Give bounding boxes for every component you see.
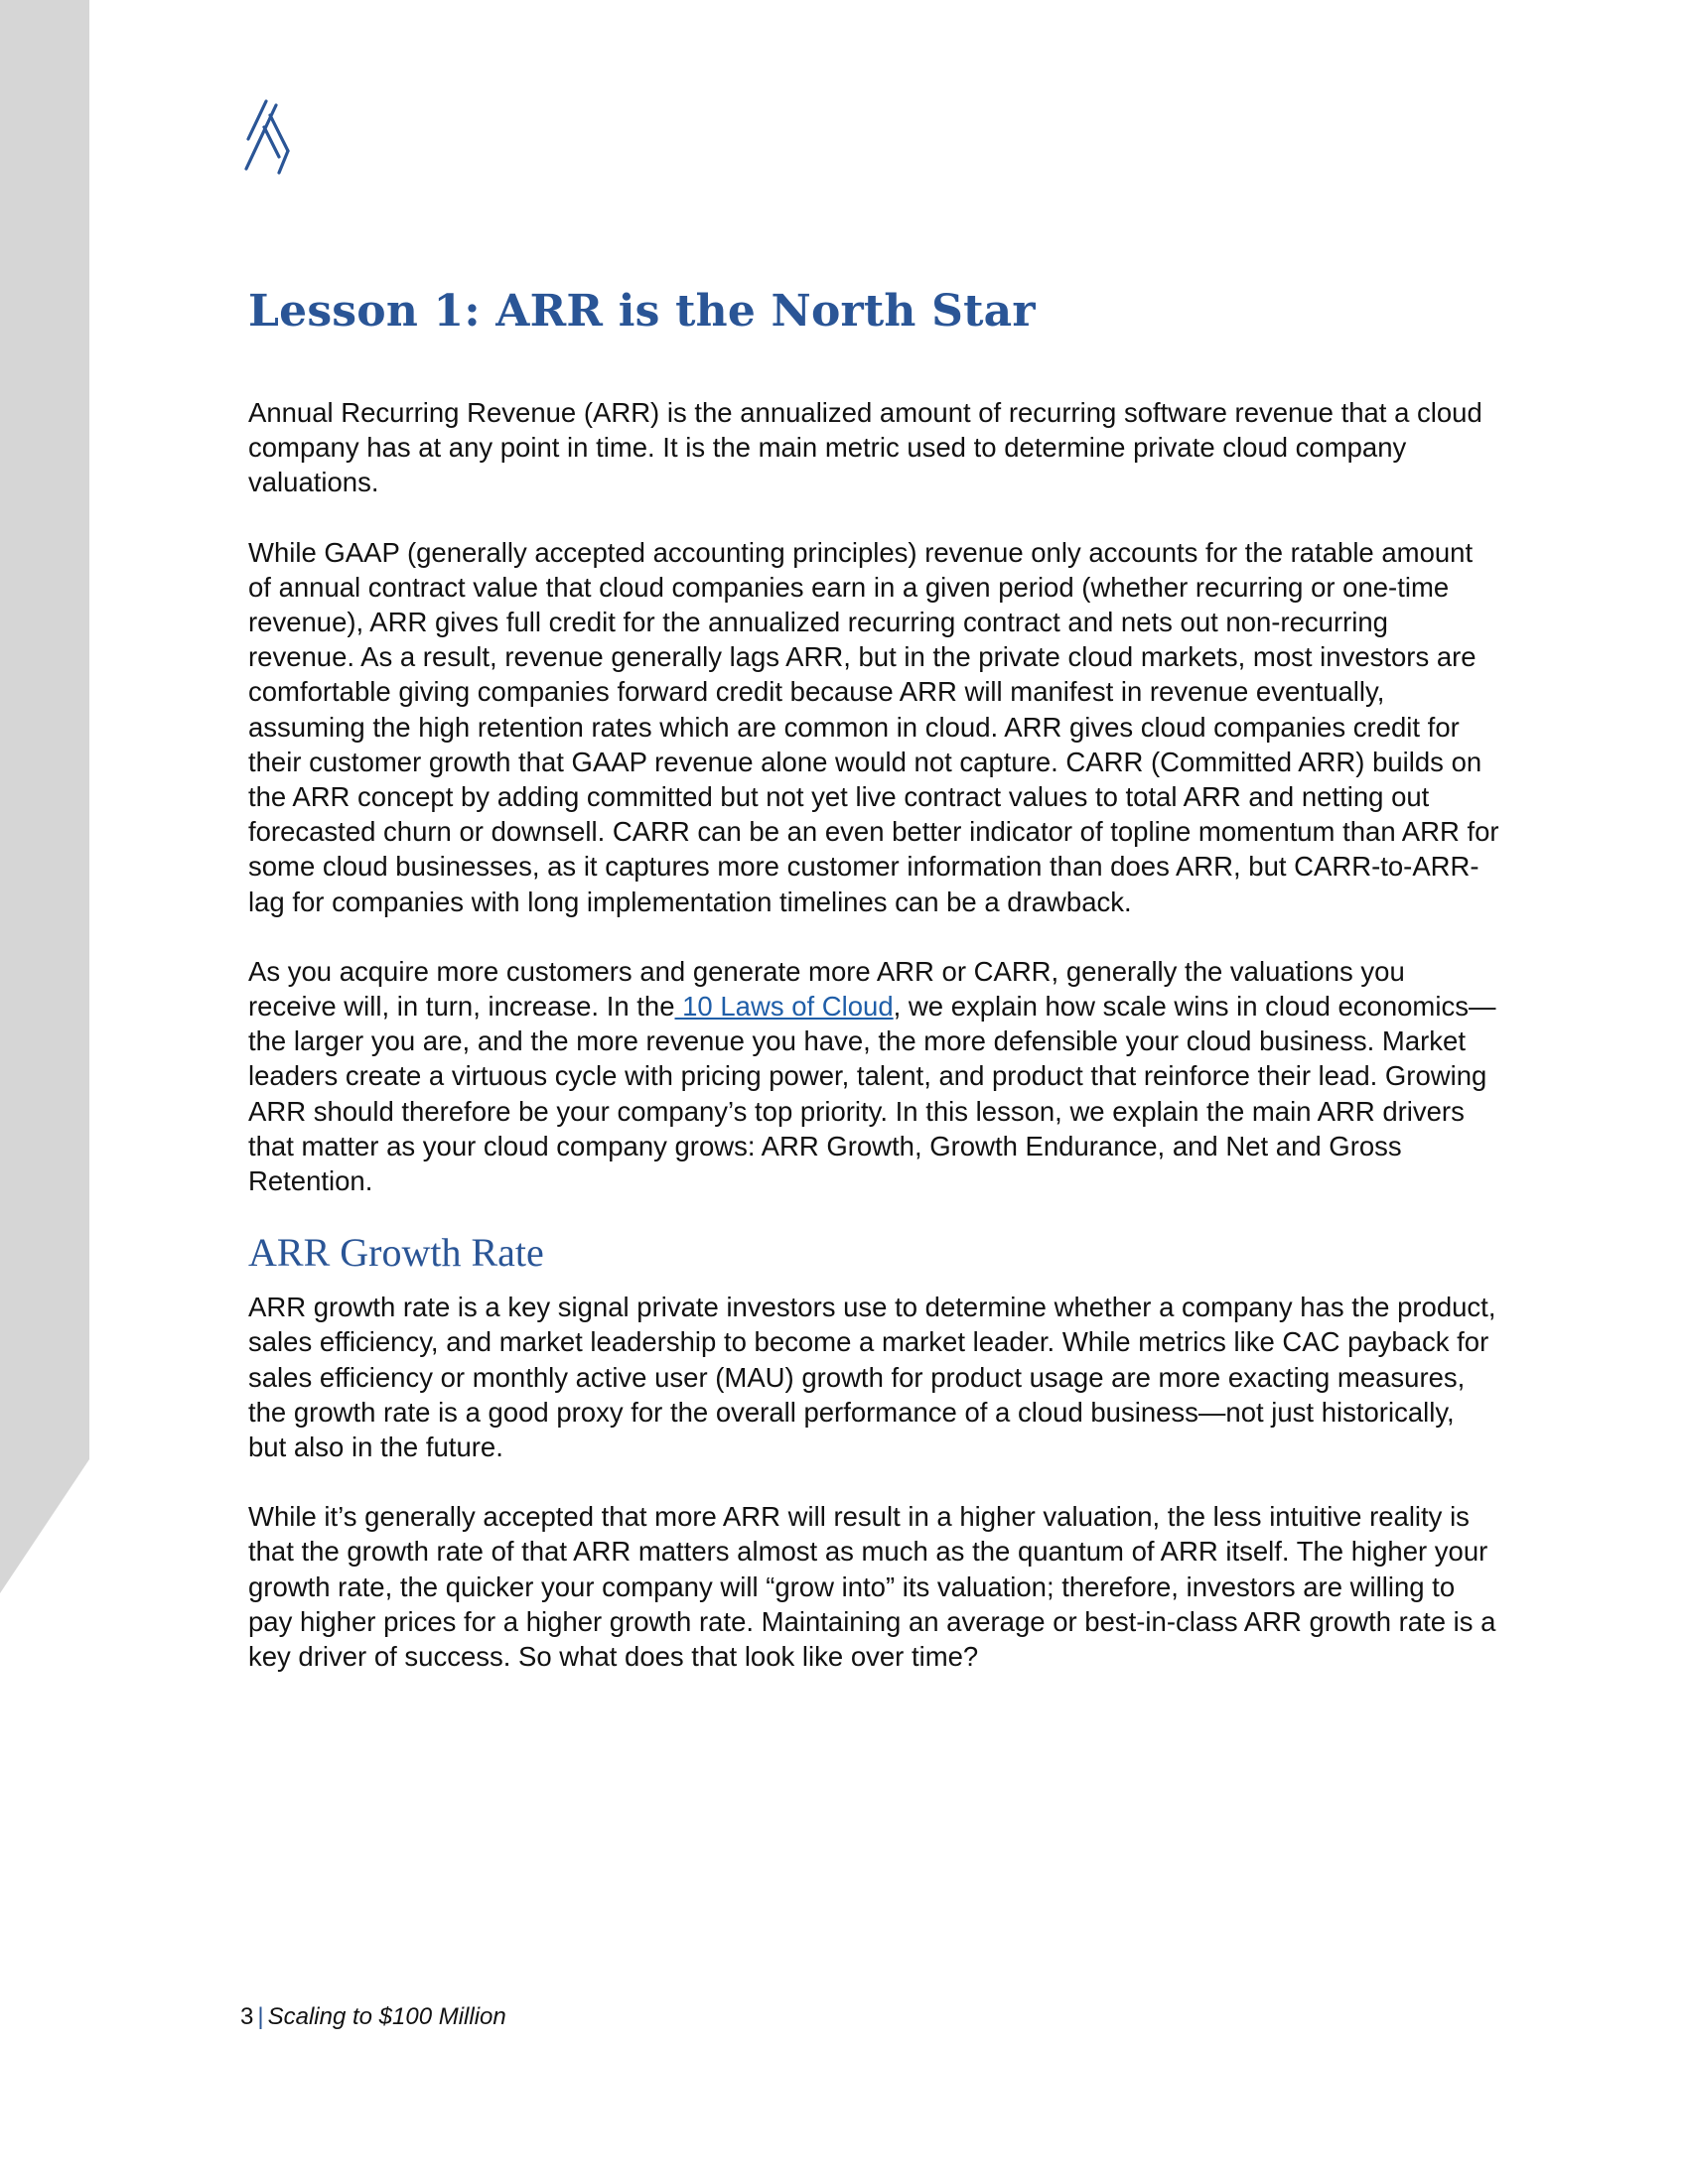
- page-content: [248, 284, 1499, 1708]
- slanted-lines-logo-icon: [242, 99, 302, 175]
- arr-growth-rate-heading: ARR Growth Rate: [248, 1230, 544, 1276]
- intro-paragraph: Annual Recurring Revenue (ARR) is the annualized amount of recurring software revenue that a cloud company has at any point in time. It is the main metric used to determine private cloud company valuations.: [248, 397, 1482, 498]
- document-title: Scaling to $100 Million: [267, 2003, 506, 2030]
- footer-separator: |: [257, 2003, 264, 2030]
- valuation-text-start: As you acquire more customers and generate more ARR or CARR, generally the valuations you receive will, in turn, increase. In the: [248, 955, 1405, 1023]
- lesson-title: Lesson 1: ARR is the North Star: [248, 286, 1036, 337]
- page-number: 3: [240, 2003, 254, 2030]
- growth-valuation-paragraph: While it’s generally accepted that more ARR will result in a higher valuation, the less intuitive reality is that the growth rate of that ARR matters almost as much as the quantum of ARR itself. The higher your growth rate, the quicker your company will “grow into” its valuation; therefore, investors are willing to pay higher prices for a higher growth rate. Maintaining an average or best-in-class ARR growth rate is a key driver of success. So what does that look like over time?: [248, 1501, 1496, 1673]
- side-decoration-band: [0, 0, 89, 2184]
- valuation-paragraph: [248, 954, 1499, 1198]
- valuation-text-end: , we explain how scale wins in cloud economics—the larger you are, and the more revenue you have, the more defensible your cloud business. Market leaders create a virtuous cycle with pricing power, talent, and product that reinforce their lead. Growing ARR should therefore be your company’s top priority. In this lesson, we explain the main ARR drivers that matter as your cloud company grows: ARR Growth, Growth Endurance, and Net and Gross Retention.: [248, 991, 1496, 1197]
- ten-laws-of-cloud-link[interactable]: 10 Laws of Cloud: [674, 991, 894, 1023]
- page-footer: [240, 2002, 506, 2032]
- gaap-paragraph: While GAAP (generally accepted accounting principles) revenue only accounts for the ratable amount of annual contract value that cloud companies earn in a given period (whether recurring or one-time revenue), ARR gives full credit for the annualized recurring contract and nets out non-recurring revenue. As a result, revenue generally lags ARR, but in the private cloud markets, most investors are comfortable giving companies forward credit because ARR will manifest in revenue eventually, assuming the high retention rates which are common in cloud. ARR gives cloud companies credit for their customer growth that GAAP revenue alone would not capture. CARR (Committed ARR) builds on the ARR concept by adding committed but not yet live contract values to total ARR and netting out forecasted churn or downsell. CARR can be an even better indicator of topline momentum than ARR for some cloud businesses, as it captures more customer information than does ARR, but CARR-to-ARR-lag for companies with long implementation timelines can be a drawback.: [248, 536, 1499, 917]
- growth-signal-paragraph: ARR growth rate is a key signal private investors use to determine whether a company has the product, sales efficiency, and market leadership to become a market leader. While metrics like CAC payback for sales efficiency or monthly active user (MAU) growth for product usage are more exacting measures, the growth rate is a good proxy for the overall performance of a cloud business—not just historically, but also in the future.: [248, 1292, 1496, 1463]
